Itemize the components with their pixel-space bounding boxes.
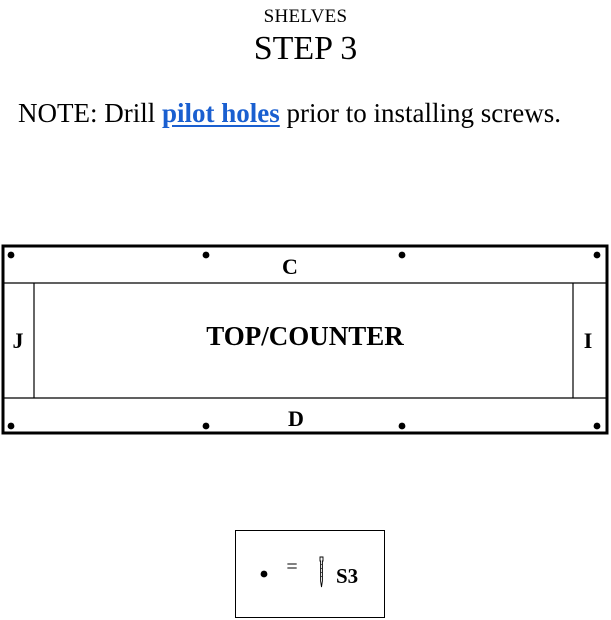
screw-marker	[203, 423, 210, 430]
legend-screw-marker	[261, 571, 268, 578]
note	[18, 98, 561, 129]
screw-icon	[320, 557, 323, 587]
note-suffix: prior to installing screws.	[279, 98, 561, 128]
legend-equals: =	[286, 556, 298, 578]
screw-marker	[399, 423, 406, 430]
part-label-c: C	[282, 254, 298, 279]
center-panel-label: TOP/COUNTER	[206, 321, 404, 351]
screw-legend	[235, 530, 385, 618]
screw-marker	[594, 423, 601, 430]
screw-marker	[8, 423, 15, 430]
assembly-diagram-svg	[0, 244, 611, 436]
screw-marker	[8, 252, 15, 259]
screw-marker	[594, 252, 601, 259]
legend-screw-code: S3	[336, 564, 359, 588]
pilot-holes-link[interactable]: pilot holes	[161, 98, 280, 128]
screw-legend-svg	[236, 531, 384, 617]
screw-marker	[399, 252, 406, 259]
step-title: STEP 3	[253, 30, 358, 67]
screw-marker	[203, 252, 210, 259]
note-prefix: NOTE: Drill	[18, 98, 162, 128]
section-label: SHELVES	[263, 6, 348, 27]
part-label-j: J	[12, 328, 24, 353]
part-label-i: I	[583, 328, 593, 353]
part-label-d: D	[288, 406, 304, 431]
assembly-diagram	[0, 244, 611, 436]
